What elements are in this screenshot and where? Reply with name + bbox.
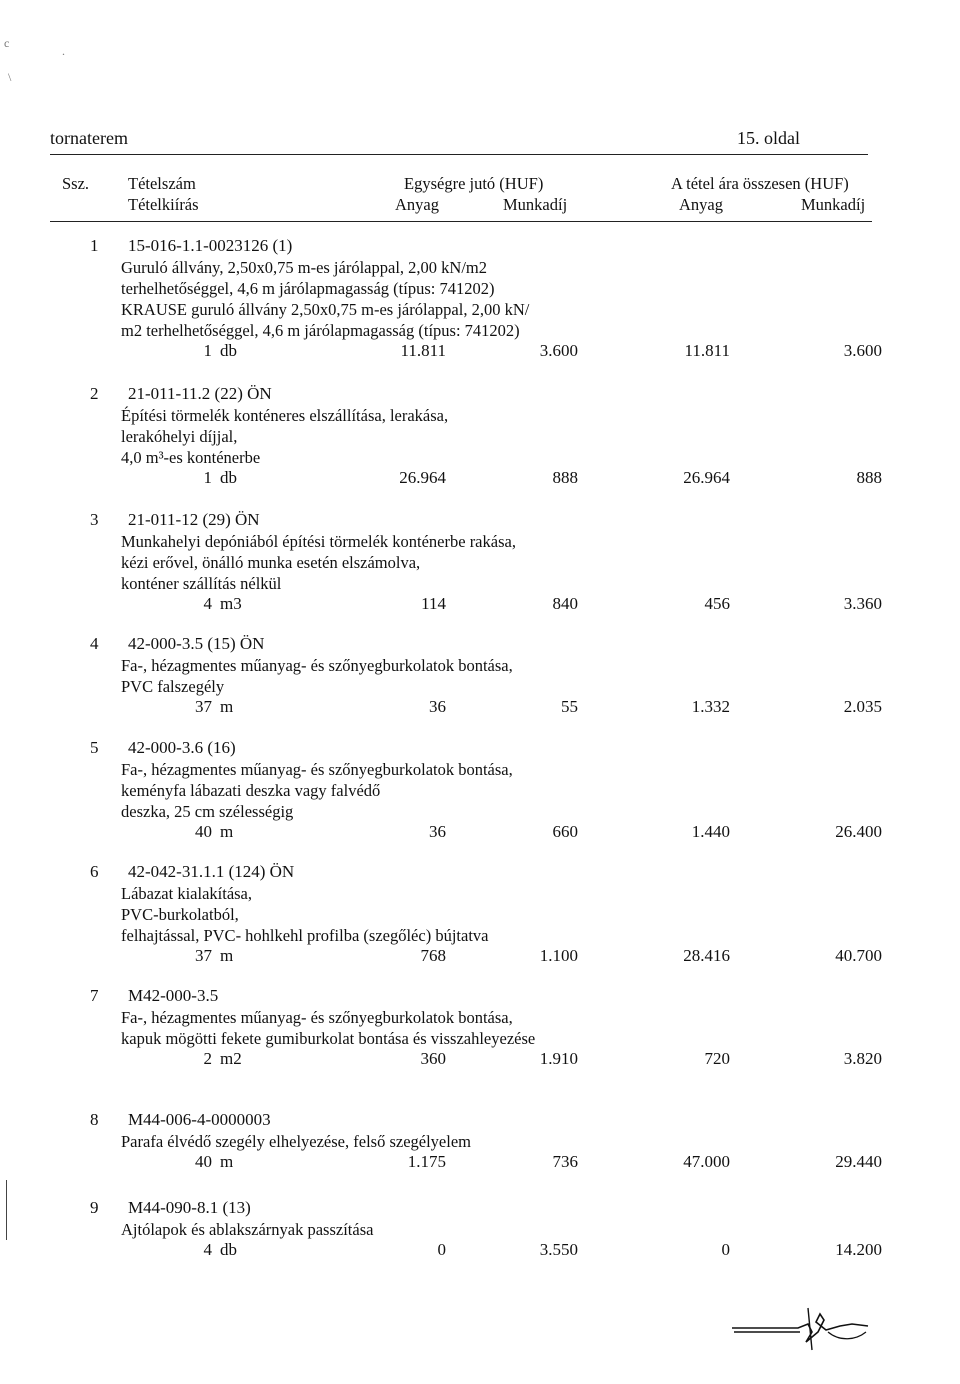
item-description-line: Parafa élvédő szegély elhelyezése, felső szegélyelem xyxy=(121,1132,471,1151)
item-unit: m2 xyxy=(220,1049,242,1068)
total-anyag: 28.416 xyxy=(683,946,730,965)
item-unit: m xyxy=(220,946,234,965)
item-description-line: KRAUSE guruló állvány 2,50x0,75 m-es járólappal, 2,00 kN/ xyxy=(121,300,530,319)
total-munkadij: 26.400 xyxy=(835,822,882,841)
unit-price-anyag: 11.811 xyxy=(400,341,446,360)
item-description-line: terhelhetőséggel, 4,6 m járólapmagasság (típus: 741202) xyxy=(121,279,495,298)
total-anyag: 26.964 xyxy=(683,468,730,487)
item-code: M42-000-3.5 xyxy=(128,986,219,1005)
item-quantity: 40 xyxy=(195,1152,212,1171)
unit-price-munkadij: 55 xyxy=(561,697,578,716)
item-description-line: kézi erővel, önálló munka esetén elszámolva, xyxy=(121,553,421,572)
item-unit: db xyxy=(220,468,237,487)
item-quantity: 37 xyxy=(195,946,212,965)
item-number: 8 xyxy=(90,1110,99,1129)
unit-price-anyag: 1.175 xyxy=(407,1152,446,1171)
item-quantity: 1 xyxy=(203,468,212,487)
unit-price-anyag: 26.964 xyxy=(399,468,446,487)
unit-price-anyag: 36 xyxy=(429,822,446,841)
item-description-line: Ajtólapok és ablakszárnyak passzítása xyxy=(121,1220,374,1239)
total-munkadij: 29.440 xyxy=(835,1152,882,1171)
item-number: 6 xyxy=(90,862,99,881)
unit-price-munkadij: 736 xyxy=(552,1152,578,1171)
scan-edge-line xyxy=(6,1180,7,1240)
unit-price-anyag: 0 xyxy=(437,1240,446,1259)
column-header-rule xyxy=(50,221,872,222)
item-number: 5 xyxy=(90,738,99,757)
unit-price-anyag: 114 xyxy=(421,594,446,613)
item-description-line: Fa-, hézagmentes műanyag- és szőnyegburkolatok bontása, xyxy=(121,760,513,779)
col-unit-munkadij: Munkadíj xyxy=(503,195,568,214)
total-anyag: 1.440 xyxy=(691,822,730,841)
item-quantity: 40 xyxy=(195,822,212,841)
unit-price-anyag: 360 xyxy=(420,1049,446,1068)
item-description-line: keményfa lábazati deszka vagy falvédő xyxy=(121,781,381,800)
unit-price-munkadij: 660 xyxy=(552,822,578,841)
item-description-line: konténer szállítás nélkül xyxy=(121,574,282,593)
item-code: 21-011-12 (29) ÖN xyxy=(128,510,260,529)
item-unit: m xyxy=(220,822,234,841)
total-anyag: 47.000 xyxy=(683,1152,730,1171)
item-description-line: PVC falszegély xyxy=(121,677,225,696)
item-number: 1 xyxy=(90,236,99,255)
page-number: 15. oldal xyxy=(737,128,800,148)
total-munkadij: 3.600 xyxy=(843,341,882,360)
unit-price-munkadij: 888 xyxy=(552,468,578,487)
item-quantity: 2 xyxy=(203,1049,212,1068)
item-description-line: deszka, 25 cm szélességig xyxy=(121,802,294,821)
item-description-line: Guruló állvány, 2,50x0,75 m-es járólappal, 2,00 kN/m2 xyxy=(121,258,487,277)
total-anyag: 11.811 xyxy=(684,341,730,360)
unit-price-munkadij: 3.600 xyxy=(539,341,578,360)
item-code: 42-000-3.6 (16) xyxy=(128,738,236,757)
total-munkadij: 3.820 xyxy=(843,1049,882,1068)
unit-price-munkadij: 3.550 xyxy=(539,1240,578,1259)
total-munkadij: 3.360 xyxy=(843,594,882,613)
total-munkadij: 40.700 xyxy=(835,946,882,965)
header-rule xyxy=(50,154,868,155)
item-code: M44-090-8.1 (13) xyxy=(128,1198,251,1217)
item-number: 2 xyxy=(90,384,99,403)
total-anyag: 720 xyxy=(704,1049,730,1068)
item-quantity: 37 xyxy=(195,697,212,716)
item-unit: db xyxy=(220,341,237,360)
col-unit-anyag: Anyag xyxy=(395,195,439,214)
unit-price-munkadij: 840 xyxy=(552,594,578,613)
item-description-line: Fa-, hézagmentes műanyag- és szőnyegburkolatok bontása, xyxy=(121,1008,513,1027)
total-anyag: 0 xyxy=(721,1240,730,1259)
item-description-line: felhajtással, PVC- hohlkehl profilba (szegőléc) bújtatva xyxy=(121,926,489,945)
unit-price-anyag: 36 xyxy=(429,697,446,716)
item-description-line: Lábazat kialakítása, xyxy=(121,884,253,903)
total-munkadij: 14.200 xyxy=(835,1240,882,1259)
unit-price-munkadij: 1.100 xyxy=(539,946,578,965)
item-code: 15-016-1.1-0023126 (1) xyxy=(128,236,293,255)
item-description-line: 4,0 m³-es konténerbe xyxy=(121,448,261,467)
item-unit: db xyxy=(220,1240,237,1259)
col-tetelkiiras: Tételkiírás xyxy=(128,195,199,214)
item-description-line: Munkahelyi depóniából építési törmelék konténerbe rakása, xyxy=(121,532,516,551)
item-quantity: 1 xyxy=(203,341,212,360)
item-code: 21-011-11.2 (22) ÖN xyxy=(128,384,272,403)
unit-price-anyag: 768 xyxy=(420,946,446,965)
item-description-line: PVC-burkolatból, xyxy=(121,905,239,924)
item-quantity: 4 xyxy=(203,594,212,613)
item-unit: m xyxy=(220,1152,234,1171)
col-total-munkadij: Munkadíj xyxy=(801,195,866,214)
total-anyag: 1.332 xyxy=(691,697,730,716)
item-unit: m xyxy=(220,697,234,716)
total-munkadij: 2.035 xyxy=(843,697,882,716)
col-unit-price-group: Egységre jutó (HUF) xyxy=(404,174,544,193)
item-code: 42-042-31.1.1 (124) ÖN xyxy=(128,862,295,881)
unit-price-munkadij: 1.910 xyxy=(539,1049,578,1068)
item-number: 9 xyxy=(90,1198,99,1217)
document-title: tornaterem xyxy=(50,128,128,148)
item-description-line: m2 terhelhetőséggel, 4,6 m járólapmagasság (típus: 741202) xyxy=(121,321,520,340)
item-number: 7 xyxy=(90,986,99,1005)
col-total-anyag: Anyag xyxy=(679,195,723,214)
item-description-line: Építési törmelék konténeres elszállítása, lerakása, xyxy=(121,406,449,425)
item-number: 3 xyxy=(90,510,99,529)
scan-mark: c xyxy=(4,36,10,50)
item-description-line: lerakóhelyi díjjal, xyxy=(121,427,238,446)
item-description-line: Fa-, hézagmentes műanyag- és szőnyegburkolatok bontása, xyxy=(121,656,513,675)
total-munkadij: 888 xyxy=(856,468,882,487)
item-code: 42-000-3.5 (15) ÖN xyxy=(128,634,265,653)
col-ssz: Ssz. xyxy=(62,174,90,193)
scan-mark: . xyxy=(62,44,65,58)
item-number: 4 xyxy=(90,634,99,653)
item-code: M44-006-4-0000003 xyxy=(128,1110,271,1129)
scan-mark: \ xyxy=(8,70,12,84)
col-total-group: A tétel ára összesen (HUF) xyxy=(671,174,849,193)
item-unit: m3 xyxy=(220,594,242,613)
col-tetelszam: Tételszám xyxy=(128,174,196,193)
total-anyag: 456 xyxy=(704,594,730,613)
item-description-line: kapuk mögötti fekete gumiburkolat bontása és visszahleyezése xyxy=(121,1029,536,1048)
item-quantity: 4 xyxy=(203,1240,212,1259)
signature-drawing xyxy=(728,1302,878,1362)
